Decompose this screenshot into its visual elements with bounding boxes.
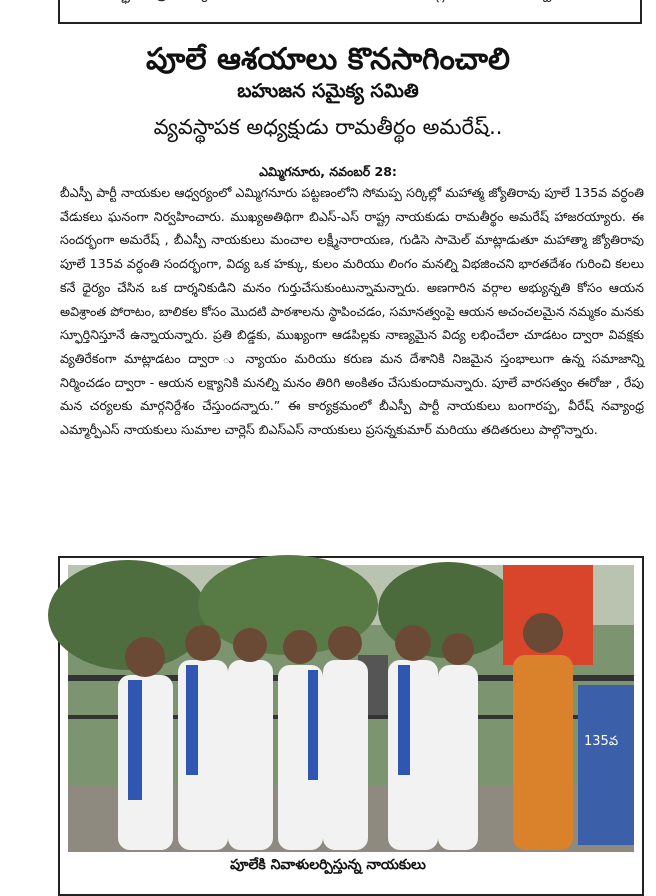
- photo-caption: పూలేకి నివాళులర్పిస్తున్న నాయకులు: [230, 857, 426, 873]
- banner-text: 135వ: [584, 734, 619, 749]
- subheadline-organization: బహుజన సమైక్య సమితి: [237, 80, 419, 102]
- cut-off-text: [70, 0, 566, 5]
- event-photo: [68, 565, 634, 852]
- headline: పూలే ఆశయాలు కొనసాగించాలి: [146, 42, 510, 77]
- article-body: బీఎస్పీ పార్టీ నాయకుల ఆధ్వర్యంలో ఎమ్మిగనూరు పట్టణంలోని సోమప్ప సర్కిల్లో మహాత్మ జ్యోతిరావు పూలే 135వ వర్ధంతి వేడుకలు ఘనంగా నిర్వహించారు. ముఖ్యఅతిథిగా బిఎస్-ఎస్ రాష్ట్ర నాయకుడు రామతీర్థం అమరేష్ హాజరయ్యారు. ఈ సందర్భంగా అమరేష్ , బీఎస్పీ నాయకులు మంచాల లక్ష్మీనారాయణ, గుడిసె సామెల్ మాట్లాడుతూ మహాత్మా జ్యోతిరావు పూలే 135వ వర్ధంతి సందర్భంగా, విద్య ఒక హక్కు, కులం మరియు లింగం మనల్ని విభజించని భారతదేశం గురించి కలలు కనే ధైర్యం చేసిన ఒక దార్శనికుడిని మనం గుర్తుచేసుకుంటున్నామన్నారు. అణగారిన వర్గాల అభ్యున్నతి కోసం ఆయన అవిశ్రాంత పోరాటం, బాలికల కోసం మొదటి పాఠశాలను స్థాపించడం, సమానత్వంపై ఆయన అచంచలమైన నమ్మకం మనకు స్ఫూర్తినిస్తూనే ఉన్నాయన్నారు. ప్రతి బిడ్డకు, ముఖ్యంగా ఆడపిల్లకు నాణ్యమైన విద్య లభించేలా చూడటం ద్వారా వివక్షకు వ్యతిరేకంగా మాట్లాడటం ద్వారా ు న్యాయం మరియు కరుణ మన దేశానికి నిజమైన స్తంభాలుగా ఉన్న సమాజాన్ని నిర్మించడం ద్వారా - ఆయన లక్ష్యానికి మనల్ని మనం తిరిగి అంకితం చేసుకుందామన్నారు. పూలే వారసత్వం ఈరోజు , రేపు మన చర్యలకు మార్గనిర్దేశం చేస్తుందన్నారు.” ఈ కార్యక్రమంలో బీఎస్పీ పార్టీ నాయకులు బంగారప్ప, వీరేష్ నవ్యాంధ్ర ఎమ్మార్పీఎస్ నాయకులు సుమాల చార్లెస్ బిఎస్ఎస్ నాయకులు ప్రసన్నకుమార్ మరియు తదితరులు పాల్గొన్నారు.: [60, 185, 644, 438]
- photo-illustration: [68, 565, 634, 852]
- side-banner: [578, 685, 634, 845]
- subheadline-person: వ్యవస్థాపక అధ్యక్షుడు రామతీర్థం అమరేష్..: [153, 115, 503, 139]
- dateline: ఎమ్మిగనూరు, నవంబర్ 28:: [259, 164, 397, 179]
- previous-article-box: [58, 0, 642, 24]
